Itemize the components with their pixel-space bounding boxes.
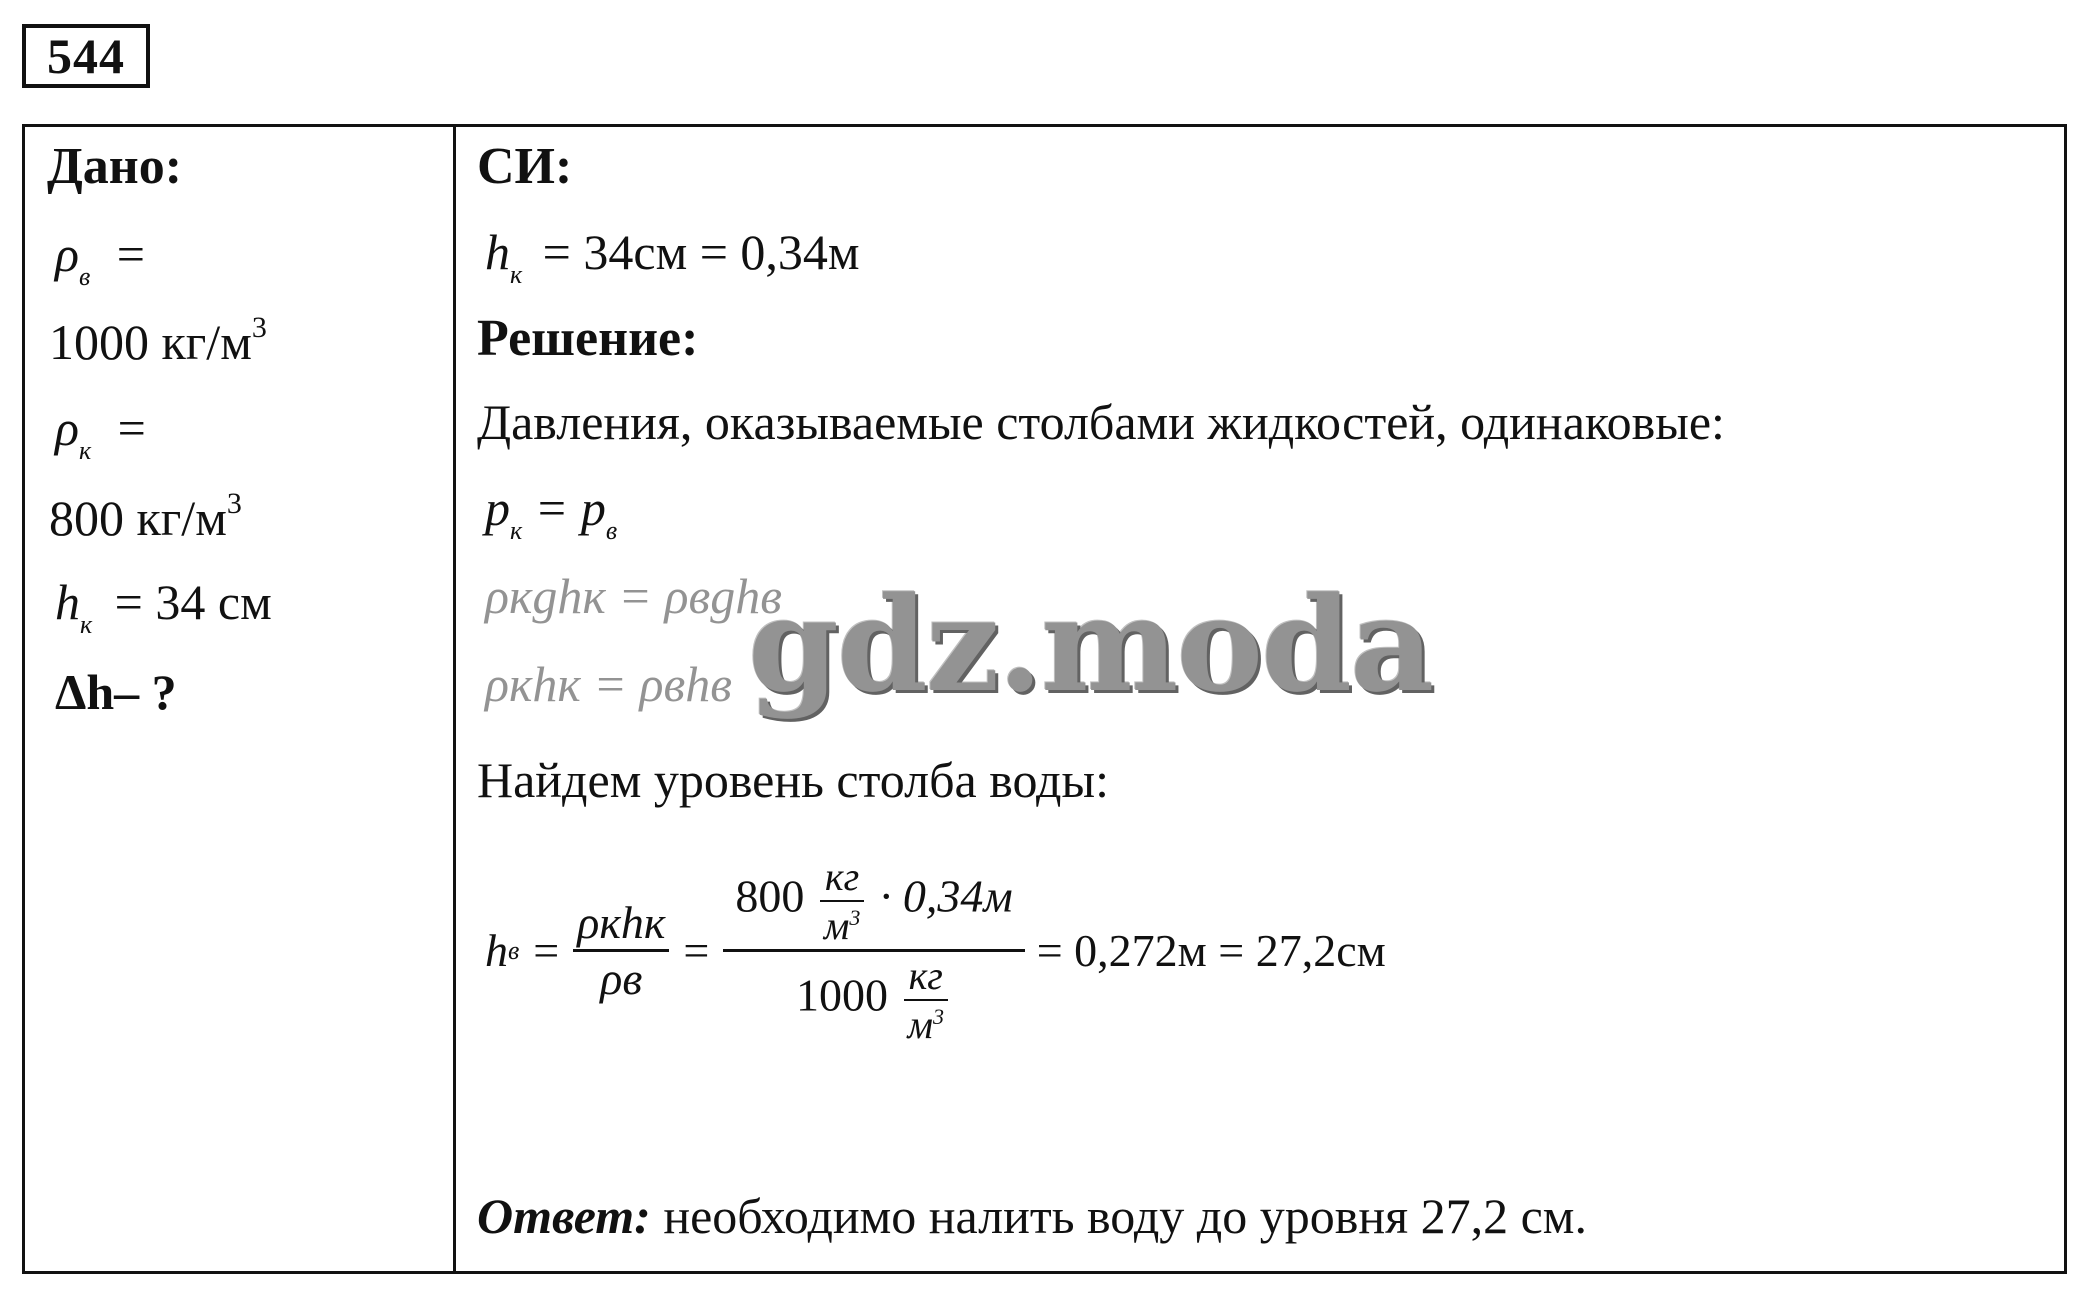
si-height: $h_к = 34см = 0,34м$ xyxy=(485,224,860,289)
answer: Ответ: необходимо налить воду до уровня 27,2 см. xyxy=(477,1188,1587,1244)
given-rho-water: $\rho_в$ = xyxy=(55,226,145,291)
equation-pressure: $p_к = p_в$ xyxy=(485,480,618,545)
formula-fraction-symbolic: ρкhк ρв xyxy=(573,896,669,1005)
formula-fraction-numeric: 800 кг $м^3$ · 0,34м 1000 кг $м^3$ xyxy=(723,853,1024,1048)
equation-pressure-expanded: ρкghк = ρвghв xyxy=(485,568,782,624)
solution-header: Решение: xyxy=(477,310,699,367)
solution-text-1: Давления, оказываемые столбами жидкостей, одинаковые: xyxy=(477,394,1725,450)
given-height: $h_к = 34$ см xyxy=(55,574,272,639)
given-find: Δh– ? xyxy=(55,664,177,720)
given-rho-kerosene: $\rho_к$ = xyxy=(55,400,146,465)
given-rho-kerosene-value: 800 $кг/м^3$ xyxy=(49,487,242,546)
equation-simplified: ρкhк = ρвhв xyxy=(485,656,732,712)
si-header: СИ: xyxy=(477,138,573,195)
problem-number: 544 xyxy=(22,24,150,88)
given-header: Дано: xyxy=(47,138,183,195)
watermark: gdz.moda xyxy=(748,568,1433,721)
column-divider xyxy=(453,127,456,1271)
final-formula: h в = ρкhк ρв = 800 кг $м^3$ · 0,34м 1000 кг $м^3$ = 0,272м = 27,2см xyxy=(485,854,1386,1047)
given-rho-water-value: 1000 $кг/м^3$ xyxy=(49,311,267,370)
solution-text-2: Найдем уровень столба воды: xyxy=(477,752,1109,808)
